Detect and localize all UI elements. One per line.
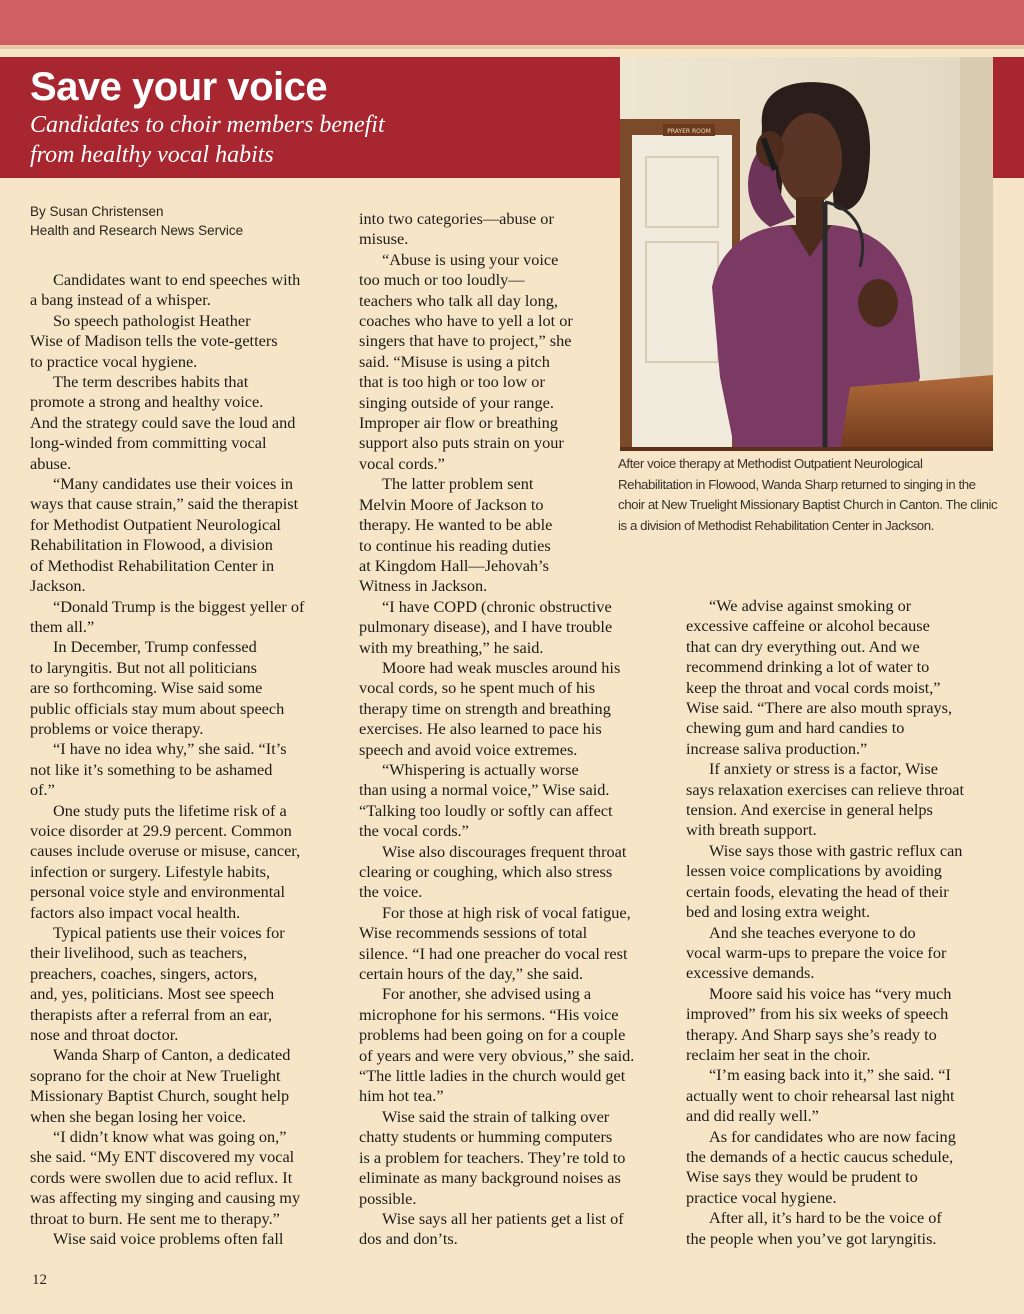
article-text-line: Wise says those with gastric reflux can	[709, 840, 963, 860]
article-text-line: voice disorder at 29.9 percent. Common	[30, 820, 292, 840]
article-text-line: vocal cords.”	[359, 453, 445, 473]
subheadline-line: Candidates to choir members benefit	[30, 112, 385, 138]
article-text-line: keep the throat and vocal cords moist,”	[686, 677, 941, 697]
article-text-line: therapy. And Sharp says she’s ready to	[686, 1024, 937, 1044]
article-text-line: vocal cords, so he spent much of his	[359, 678, 596, 698]
article-text-line: promote a strong and healthy voice.	[30, 392, 264, 412]
article-text-line: For another, she advised using a	[382, 984, 592, 1004]
article-text-line: cords were swollen due to acid reflux. It	[30, 1167, 293, 1187]
photo-caption	[618, 454, 1003, 536]
article-text-line: reclaim her seat in the choir.	[686, 1044, 871, 1064]
article-text-line: chatty students or humming computers	[359, 1127, 613, 1147]
top-divider	[0, 45, 1024, 49]
byline	[30, 202, 243, 240]
article-column-3	[686, 596, 998, 1249]
article-text-line: says relaxation exercises can relieve throat	[686, 779, 965, 799]
photo-bottom-edge	[620, 447, 993, 451]
article-text-line: teachers who talk all day long,	[359, 290, 558, 310]
article-text-line: If anxiety or stress is a factor, Wise	[709, 759, 938, 779]
article-text-line: bed and losing extra weight.	[686, 902, 871, 922]
article-subheadline	[30, 110, 450, 170]
article-text-line: him hot tea.”	[359, 1086, 444, 1106]
article-text-line: “Many candidates use their voices in	[53, 474, 294, 494]
article-text-line: them all.”	[30, 616, 95, 636]
article-text-line: tension. And exercise in general helps	[686, 800, 933, 820]
article-text-line: of.”	[30, 780, 55, 800]
article-text-line: Rehabilitation in Flowood, a division	[30, 535, 273, 555]
article-text-line: The term describes habits that	[53, 372, 249, 392]
article-text-line: with my breathing,” he said.	[359, 637, 544, 657]
article-text-line: Candidates want to end speeches with	[53, 270, 301, 289]
article-text-line: than using a normal voice,” Wise said.	[359, 780, 610, 800]
article-text-line: Wise recommends sessions of total	[359, 923, 588, 943]
article-text-line: throat to burn. He sent me to therapy.”	[30, 1208, 280, 1228]
article-text-line: infection or surgery. Lifestyle habits,	[30, 861, 271, 881]
article-text-line: that can dry everything out. And we	[686, 636, 920, 656]
article-column-2	[359, 209, 671, 1250]
article-text-line: “I’m easing back into it,” she said. “I	[709, 1065, 951, 1085]
article-text-line: too much or too loudly—	[359, 270, 525, 290]
article-text-line: eliminate as many background noises as	[359, 1168, 621, 1188]
article-text-line: with breath support.	[686, 820, 817, 840]
photo-illustration	[620, 57, 993, 451]
article-text-line: preachers, coaches, singers, actors,	[30, 963, 258, 983]
article-text-line: causes include overuse or misuse, cancer,	[30, 841, 301, 861]
article-text-line: the demands of a hectic caucus schedule,	[686, 1146, 954, 1166]
article-text-line: Missionary Baptist Church, sought help	[30, 1086, 290, 1106]
article-text-line: In December, Trump confessed	[53, 637, 257, 657]
article-text-line: therapy time on strength and breathing	[359, 698, 611, 718]
article-text-line: said. “Misuse is using a pitch	[359, 351, 550, 371]
article-text-line: Wise of Madison tells the vote-getters	[30, 331, 278, 351]
article-text-line: singers that have to project,” she	[359, 331, 572, 351]
article-text-line: dos and don’ts.	[359, 1229, 458, 1249]
article-text-line: clearing or coughing, which also stress	[359, 862, 613, 881]
article-text-line: Typical patients use their voices for	[53, 923, 285, 942]
article-text-line: “Whispering is actually worse	[382, 759, 579, 779]
article-text-line: Improper air flow or breathing	[359, 413, 558, 433]
caption-line: After voice therapy at Methodist Outpatient Neurological	[618, 456, 923, 471]
article-text-line: Moore had weak muscles around his	[382, 657, 621, 677]
article-text-line: problems or voice therapy.	[30, 718, 204, 738]
article-text-line: that is too high or too low or	[359, 372, 545, 392]
article-text-line: “I have no idea why,” she said. “It’s	[53, 739, 287, 759]
article-text-line: vocal warm-ups to prepare the voice for	[686, 942, 947, 962]
article-column-1	[30, 270, 342, 1250]
caption-line: Rehabilitation in Flowood, Wanda Sharp returned to singing in the	[618, 476, 976, 492]
article-text-line: increase saliva production.”	[686, 738, 868, 758]
article-text-line: coaches who have to yell a lot or	[359, 311, 573, 331]
face	[778, 113, 842, 205]
article-text-line: to continue his reading duties	[359, 535, 551, 555]
article-text-line: was affecting my singing and causing my	[30, 1188, 301, 1208]
page-number: 12	[32, 1272, 47, 1288]
article-text-line: when she began losing her voice.	[30, 1106, 247, 1126]
article-text-line: One study puts the lifetime risk of a	[53, 800, 287, 820]
article-text-line: long-winded from committing vocal	[30, 433, 267, 453]
article-text-line: for Methodist Outpatient Neurological	[30, 514, 281, 534]
article-text-line: ways that cause strain,” said the therapist	[30, 494, 299, 514]
article-text-line: After all, it’s hard to be the voice of	[709, 1208, 942, 1228]
article-text-line: and, yes, politicians. Most see speech	[30, 984, 275, 1004]
article-text-line: is a problem for teachers. They’re told to	[359, 1147, 626, 1167]
article-text-line: And the strategy could save the loud and	[30, 412, 296, 432]
article-text-line: silence. “I had one preacher do vocal rest	[359, 943, 628, 963]
article-text-line: personal voice style and environmental	[30, 882, 285, 902]
byline-author: By Susan Christensen	[30, 204, 164, 219]
article-text-line: Wise said. “There are also mouth sprays,	[686, 698, 953, 718]
article-text-line: soprano for the choir at New Truelight	[30, 1065, 281, 1085]
top-color-band	[0, 0, 1024, 45]
article-text-line: of years and were very obvious,” she said.	[359, 1045, 635, 1065]
caption-line: is a division of Methodist Rehabilitation Center in Jackson.	[618, 517, 934, 533]
article-text-line: a bang instead of a whisper.	[30, 290, 211, 310]
article-text-line: pulmonary disease), and I have trouble	[359, 617, 613, 637]
article-text-line: The latter problem sent	[382, 474, 534, 494]
article-text-line: therapists after a referral from an ear,	[30, 1004, 273, 1024]
article-text-line: singing outside of your range.	[359, 392, 554, 412]
article-text-line: exercises. He also learned to pace his	[359, 719, 602, 739]
article-text-line: microphone for his sermons. “His voice	[359, 1004, 619, 1024]
article-text-line: chewing gum and hard candies to	[686, 718, 905, 738]
article-text-line: “We advise against smoking or	[709, 596, 912, 615]
article-text-line: Jackson.	[30, 576, 86, 596]
caption-line: choir at New Truelight Missionary Baptist Church in Canton. The clinic	[618, 497, 998, 512]
article-text-line: Wise said voice problems often fall	[53, 1229, 284, 1249]
article-text-line: nose and throat doctor.	[30, 1025, 179, 1045]
article-text-line: practice vocal hygiene.	[686, 1187, 837, 1207]
article-text-line: And she teaches everyone to do	[709, 922, 916, 942]
article-text-line: not like it’s something to be ashamed	[30, 759, 273, 779]
article-text-line: “Donald Trump is the biggest yeller of	[53, 596, 305, 616]
article-text-line: “I didn’t know what was going on,”	[53, 1127, 287, 1147]
article-text-line: excessive caffeine or alcohol because	[686, 616, 930, 636]
article-text-line: public officials stay mum about speech	[30, 698, 285, 718]
article-text-line: Witness in Jackson.	[359, 576, 488, 596]
article-text-line: “I have COPD (chronic obstructive	[382, 596, 612, 616]
article-text-line: into two categories—abuse or	[359, 209, 554, 228]
article-text-line: Wise also discourages frequent throat	[382, 841, 627, 861]
article-text-line: therapy. He wanted to be able	[359, 515, 553, 535]
article-text-line: certain foods, elevating the head of their	[686, 881, 949, 901]
article-text-line: at Kingdom Hall—Jehovah’s	[359, 555, 549, 575]
article-text-line: lessen voice complications by avoiding	[686, 861, 942, 881]
article-text-line: Melvin Moore of Jackson to	[359, 494, 544, 514]
article-text-line: As for candidates who are now facing	[709, 1126, 956, 1146]
article-text-line: the vocal cords.”	[359, 821, 469, 841]
article-text-line: improved” from his six weeks of speech	[686, 1004, 949, 1024]
article-text-line: Wise says they would be prudent to	[686, 1167, 918, 1187]
article-text-line: to laryngitis. But not all politicians	[30, 657, 258, 677]
article-text-line: Wise said the strain of talking over	[382, 1106, 610, 1126]
article-text-line: support also puts strain on your	[359, 433, 564, 453]
article-text-line: she said. “My ENT discovered my vocal	[30, 1147, 295, 1167]
subheadline-line: from healthy vocal habits	[30, 142, 274, 168]
article-text-line: factors also impact vocal health.	[30, 902, 241, 922]
article-text-line: excessive demands.	[686, 963, 815, 983]
lectern	[840, 375, 993, 451]
article-text-line: abuse.	[30, 453, 72, 473]
article-text-line: problems had been going on for a couple	[359, 1025, 626, 1045]
article-text-line: recommend drinking a lot of water to	[686, 657, 930, 677]
article-text-line: For those at high risk of vocal fatigue,	[382, 902, 631, 922]
article-text-line: “Abuse is using your voice	[382, 249, 559, 269]
article-text-line: “The little ladies in the church would get	[359, 1066, 626, 1086]
article-text-line: possible.	[359, 1188, 417, 1208]
article-text-line: speech and avoid voice extremes.	[359, 739, 578, 759]
article-text-line: Wanda Sharp of Canton, a dedicated	[53, 1045, 291, 1065]
article-text-line: “Talking too loudly or softly can affect	[359, 800, 613, 820]
article-text-line: So speech pathologist Heather	[53, 310, 251, 330]
article-text-line: actually went to choir rehearsal last night	[686, 1085, 955, 1105]
article-text-line: Wise says all her patients get a list of	[382, 1208, 624, 1228]
article-text-line: their livelihood, such as teachers,	[30, 943, 248, 963]
article-text-line: to practice vocal hygiene.	[30, 351, 198, 371]
neck	[796, 197, 824, 229]
article-text-line: the voice.	[359, 882, 423, 902]
article-text-line: certain hours of the day,” she said.	[359, 964, 584, 984]
gesturing-hand	[858, 279, 898, 327]
article-text-line: of Methodist Rehabilitation Center in	[30, 555, 275, 575]
article-photo	[620, 57, 993, 451]
byline-organization: Health and Research News Service	[30, 223, 244, 238]
article-text-line: are so forthcoming. Wise said some	[30, 678, 263, 698]
article-text-line: misuse.	[359, 229, 409, 249]
article-text-line: the people when you’ve got laryngitis.	[686, 1228, 937, 1248]
prayer-room-sign-text: PRAYER ROOM	[667, 128, 711, 135]
article-headline: Save your voice	[30, 65, 328, 109]
article-text-line: Moore said his voice has “very much	[709, 983, 952, 1003]
article-text-line: and did really well.”	[686, 1106, 819, 1126]
